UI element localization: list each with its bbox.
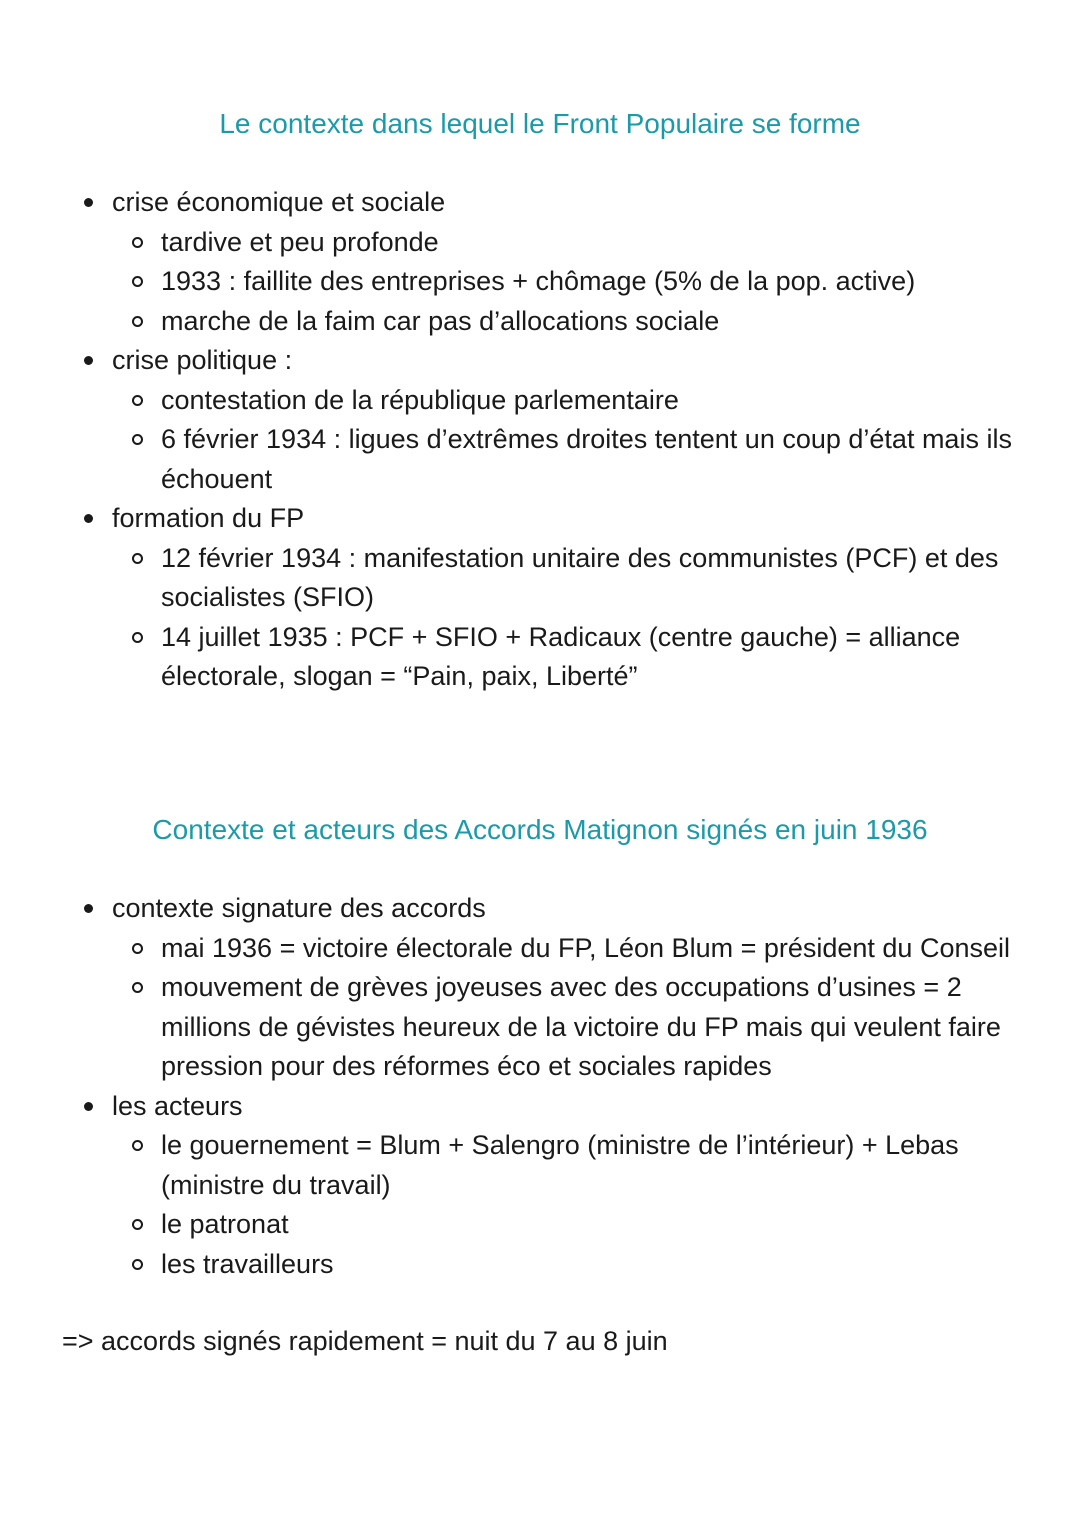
sub-list-item — [161, 1245, 1080, 1285]
bullet-circle-icon — [132, 395, 143, 406]
sub-list-item — [161, 302, 1080, 342]
sub-list-item — [161, 381, 1080, 421]
bullet-circle-icon — [132, 276, 143, 287]
bullet-circle-icon — [132, 434, 143, 445]
sub-list-item-text: 12 février 1934 : manifestation unitaire des communistes (PCF) et des socialistes (SFIO) — [161, 542, 999, 612]
bullet-dot-icon — [84, 356, 93, 365]
bullet-list — [0, 183, 1080, 697]
sub-list-item-text: le gouernement = Blum + Salengro (ministre de l’intérieur) + Lebas (ministre du travail) — [161, 1130, 959, 1200]
sub-list-item — [161, 420, 1080, 499]
bullet-circle-icon — [132, 1140, 143, 1151]
list-item-label: formation du FP — [112, 503, 305, 533]
bullet-list — [0, 889, 1080, 1284]
sub-list-item-text: 1933 : faillite des entreprises + chômage (5% de la pop. active) — [161, 266, 916, 296]
conclusion-line: => accords signés rapidement = nuit du 7 au 8 juin — [62, 1326, 668, 1356]
sub-list-item-text: les travailleurs — [161, 1248, 334, 1279]
list-item-label: contexte signature des accords — [112, 893, 486, 923]
bullet-dot-icon — [84, 198, 93, 207]
sub-list-item — [161, 618, 1080, 697]
bullet-dot-icon — [84, 1102, 93, 1111]
bullet-circle-icon — [132, 553, 143, 564]
bullet-circle-icon — [132, 632, 143, 643]
bullet-dot-icon — [84, 514, 93, 523]
section-accords-matignon — [0, 889, 1080, 1284]
list-item — [0, 183, 1080, 341]
sub-list-item-text: tardive et peu profonde — [161, 226, 439, 257]
bullet-circle-icon — [132, 316, 143, 327]
sub-list — [161, 929, 1080, 1087]
list-item — [0, 499, 1080, 697]
sub-list-item-text: mouvement de grèves joyeuses avec des occupations d’usines = 2 millions de gévistes heureux de la victoire du FP mais qui veulent faire pression pour des réformes éco et sociales rapides — [161, 972, 1001, 1081]
sub-list — [161, 381, 1080, 500]
list-item-label: crise économique et sociale — [112, 187, 446, 217]
bullet-circle-icon — [132, 982, 143, 993]
sub-list-item — [161, 262, 1080, 302]
bullet-circle-icon — [132, 1259, 143, 1270]
list-item — [0, 341, 1080, 499]
sub-list-item — [161, 1205, 1080, 1245]
sub-list-item-text: 6 février 1934 : ligues d’extrêmes droites tentent un coup d’état mais ils échouent — [161, 424, 1012, 494]
list-item-label: les acteurs — [112, 1090, 243, 1121]
bullet-dot-icon — [84, 904, 93, 913]
sub-list-item-text: mai 1936 = victoire électorale du FP, Léon Blum = président du Conseil — [161, 932, 1010, 963]
list-item — [0, 889, 1080, 1087]
sub-list — [161, 539, 1080, 697]
sub-list — [161, 1126, 1080, 1284]
sub-list-item — [161, 968, 1080, 1087]
sub-list-item-text: le patronat — [161, 1209, 289, 1239]
bullet-circle-icon — [132, 943, 143, 954]
sub-list-item-text: marche de la faim car pas d’allocations sociale — [161, 305, 720, 336]
list-item-label: crise politique : — [112, 345, 293, 375]
sub-list-item-text: contestation de la république parlementaire — [161, 384, 679, 415]
bullet-circle-icon — [132, 237, 143, 248]
section-heading-accords-matignon: Contexte et acteurs des Accords Matignon signés en juin 1936 — [152, 814, 928, 845]
bullet-circle-icon — [132, 1219, 143, 1230]
sub-list-item — [161, 223, 1080, 263]
section-heading-front-populaire: Le contexte dans lequel le Front Populaire se forme — [219, 108, 861, 139]
sub-list — [161, 223, 1080, 342]
section-front-populaire — [0, 183, 1080, 697]
sub-list-item — [161, 539, 1080, 618]
sub-list-item-text: 14 juillet 1935 : PCF + SFIO + Radicaux (centre gauche) = alliance électorale, slogan = “Pain, paix, Liberté” — [161, 621, 961, 691]
sub-list-item — [161, 1126, 1080, 1205]
sub-list-item — [161, 929, 1080, 969]
list-item — [0, 1087, 1080, 1285]
